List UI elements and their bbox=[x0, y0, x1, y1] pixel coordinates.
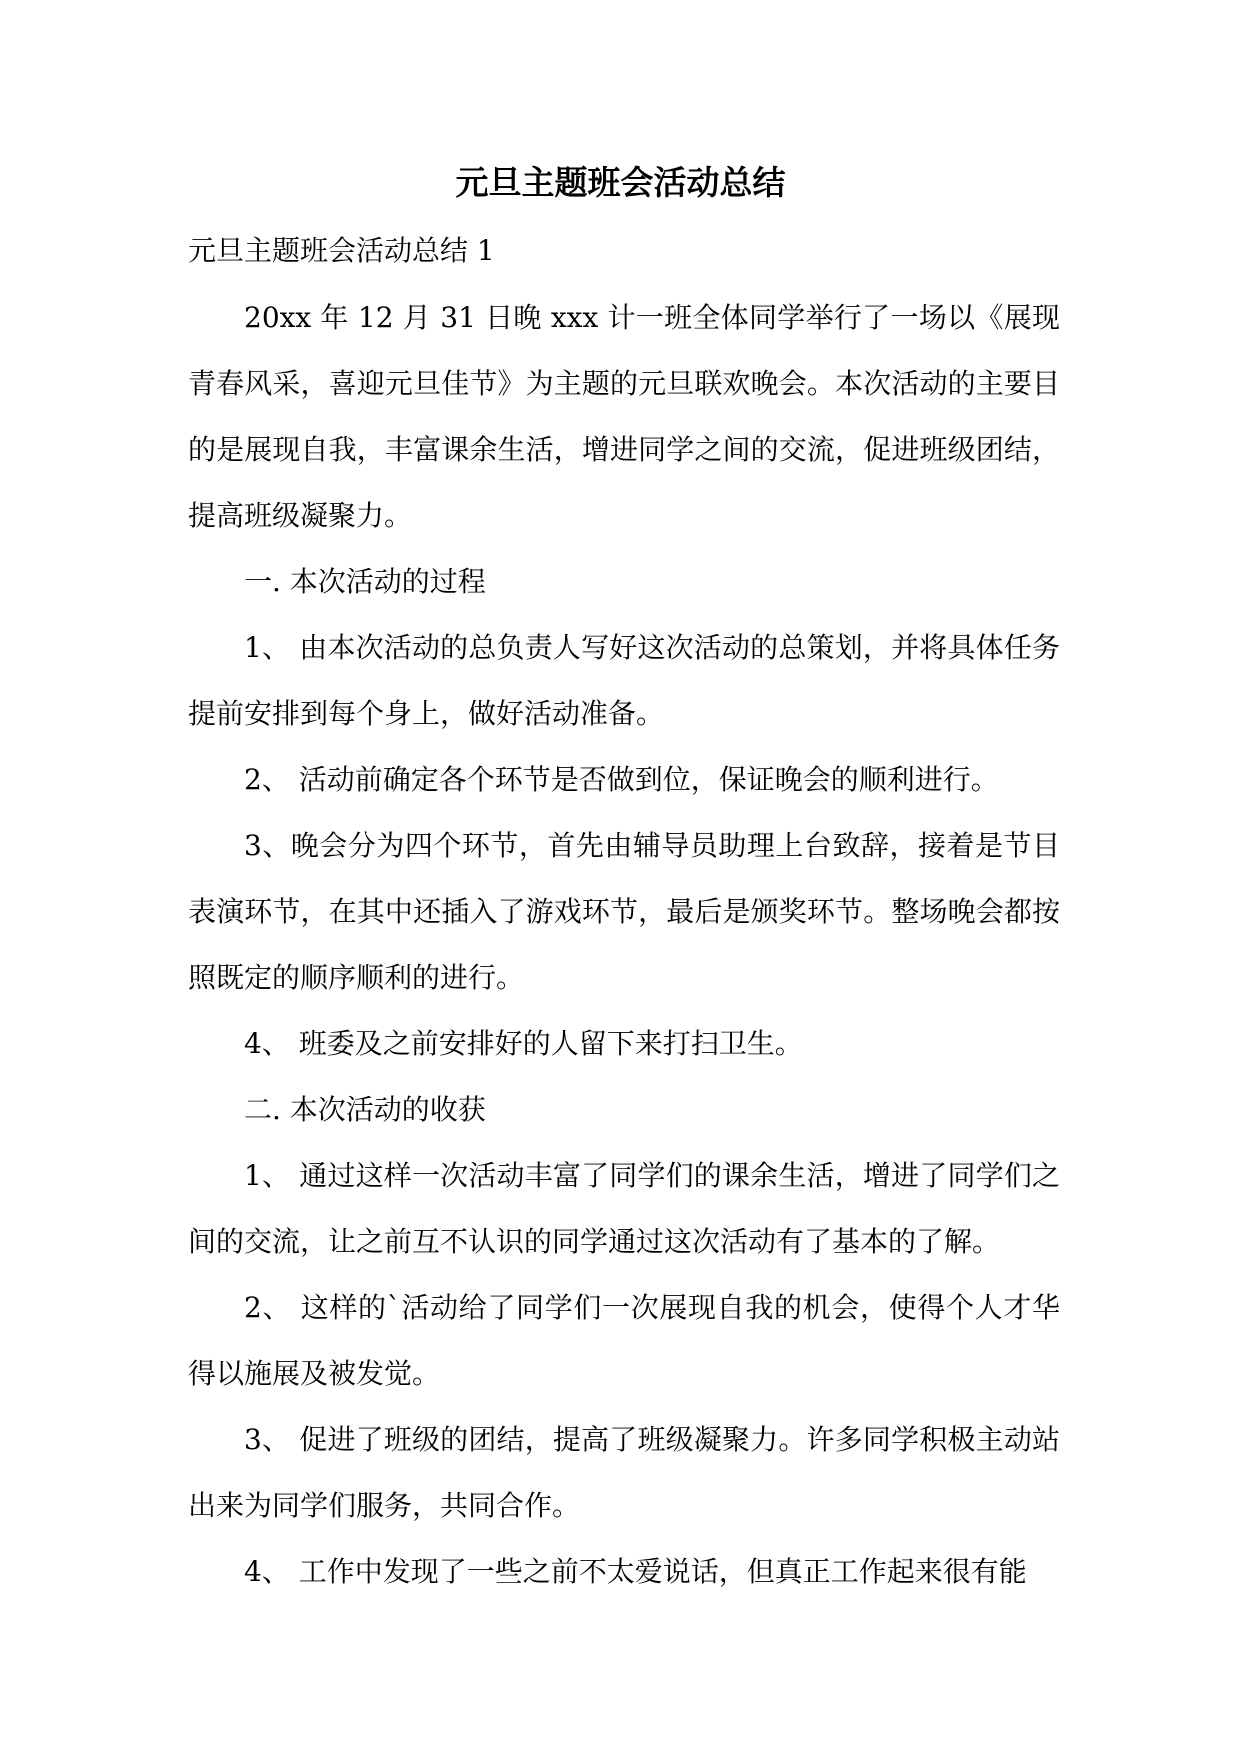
process-item-3: 3、晚会分为四个环节，首先由辅导员助理上台致辞，接着是节目表演环节，在其中还插入了游戏环节，最后是颁奖环节。整场晚会都按照既定的顺序顺利的进行。 bbox=[188, 829, 1060, 994]
gains-item-1: 1、 通过这样一次活动丰富了同学们的课余生活，增进了同学们之间的交流，让之前互不认识的同学通过这次活动有了基本的了解。 bbox=[188, 1159, 1060, 1258]
gains-item-4: 4、 工作中发现了一些之前不太爱说话，但真正工作起来很有能 bbox=[244, 1555, 1027, 1588]
document-title: 元旦主题班会活动总结 bbox=[455, 163, 786, 202]
gains-item-3: 3、 促进了班级的团结，提高了班级凝聚力。许多同学积极主动站出来为同学们服务，共同合作。 bbox=[188, 1423, 1060, 1522]
process-item-1: 1、 由本次活动的总负责人写好这次活动的总策划，并将具体任务提前安排到每个身上，做好活动准备。 bbox=[188, 631, 1060, 730]
section-heading-gains: 二. 本次活动的收获 bbox=[244, 1093, 486, 1126]
process-item-4: 4、 班委及之前安排好的人留下来打扫卫生。 bbox=[244, 1027, 803, 1060]
intro-paragraph: 20xx 年 12 月 31 日晚 xxx 计一班全体同学举行了一场以《展现青春风采，喜迎元旦佳节》为主题的元旦联欢晚会。本次活动的主要目的是展现自我，丰富课余生活，增进同学之间的交流，促进班级团结，提高班级凝聚力。 bbox=[188, 301, 1060, 532]
gains-item-2: 2、 这样的`活动给了同学们一次展现自我的机会，使得个人才华得以施展及被发觉。 bbox=[188, 1291, 1060, 1390]
process-item-2: 2、 活动前确定各个环节是否做到位，保证晚会的顺利进行。 bbox=[244, 763, 999, 796]
document-body bbox=[188, 285, 1060, 1605]
section-heading-process: 一. 本次活动的过程 bbox=[244, 565, 486, 598]
document-subtitle: 元旦主题班会活动总结 1 bbox=[188, 234, 495, 267]
